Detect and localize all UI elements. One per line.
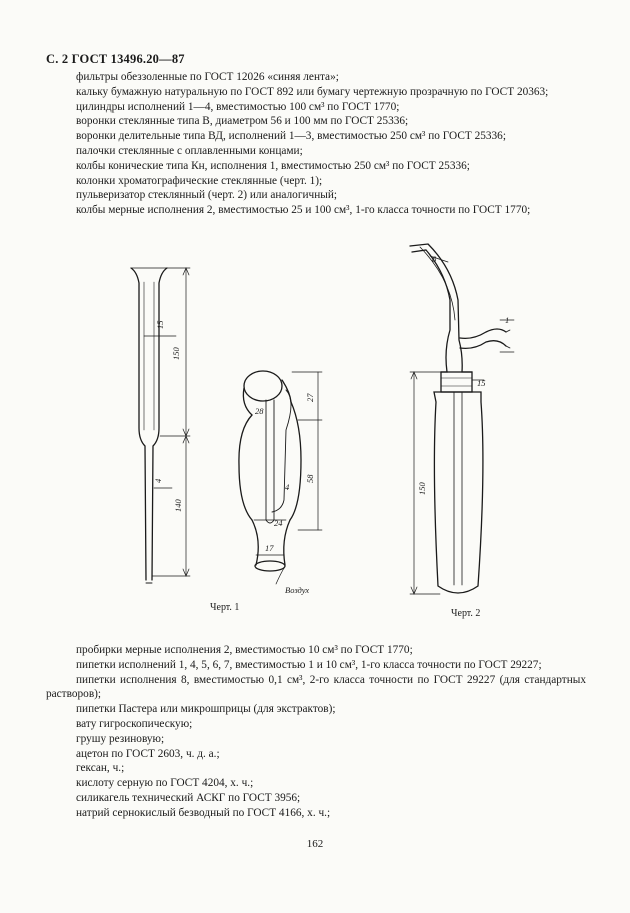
chromatographic-column-drawing: [131, 268, 190, 583]
list-item: кислоту серную по ГОСТ 4204, х. ч.;: [76, 777, 254, 790]
dim-label: 15: [155, 320, 165, 329]
dim-label: 24: [274, 518, 283, 528]
list-item: палочки стеклянные с оплавленными концами;: [76, 144, 303, 157]
dim-label: 4: [153, 478, 163, 483]
air-label: Воздух: [285, 585, 310, 595]
dim-label: 4: [285, 482, 290, 492]
dim-label: 150: [417, 482, 427, 495]
list-item: воронки стеклянные типа В, диаметром 56 и 100 мм по ГОСТ 25336;: [76, 115, 409, 128]
list-item: пипетки Пастера или микрошприцы (для экстрактов);: [76, 703, 336, 716]
figure1-caption: Черт. 1: [210, 602, 240, 613]
dim-label: 150: [171, 347, 181, 360]
dim-label: 28: [255, 406, 264, 416]
list-item: натрий сернокислый безводный по ГОСТ 4166, х. ч.;: [76, 806, 331, 819]
list-item: пипетки исполнений 1, 4, 5, 6, 7, вместимостью 1 и 10 см³, 1-го класса точности по ГОСТ 29227;: [76, 658, 542, 671]
page-number: 162: [306, 838, 324, 850]
sprayer-drawing: [410, 244, 514, 594]
dim-label: 15: [477, 378, 486, 388]
list-item: ацетон по ГОСТ 2603, ч. д. а.;: [76, 747, 220, 760]
dim-label: 140: [173, 499, 183, 512]
list-item: грушу резиновую;: [76, 732, 165, 745]
list-item: гексан, ч.;: [76, 762, 125, 775]
figure2-caption: Черт. 2: [451, 608, 481, 619]
list-item: вату гигроскопическую;: [76, 717, 193, 730]
dim-label: 27: [305, 393, 315, 402]
list-item: силикагель технический АСКГ по ГОСТ 3956;: [76, 791, 301, 804]
list-item: пульверизатор стеклянный (черт. 2) или аналогичный;: [76, 189, 338, 202]
list-item: цилиндры исполнений 1—4, вместимостью 100 см³ по ГОСТ 1770;: [76, 100, 400, 113]
page-header: С. 2 ГОСТ 13496.20—87: [46, 52, 185, 66]
dim-label: 17: [265, 543, 274, 553]
list-item: пробирки мерные исполнения 2, вместимостью 10 см³ по ГОСТ 1770;: [76, 644, 413, 656]
list-item: колбы мерные исполнения 2, вместимостью 25 и 100 см³, 1-го класса точности по ГОСТ 1770;: [76, 204, 531, 217]
list-item: колонки хроматографические стеклянные (черт. 1);: [76, 174, 323, 187]
materials-list-bottom: [46, 643, 586, 821]
list-item: фильтры обеззоленные по ГОСТ 12026 «синяя лента»;: [76, 71, 339, 83]
dim-label: 58: [305, 474, 315, 483]
list-item: пипетки исполнения 8, вместимостью 0,1 см³, 2-го класса точности по ГОСТ 29227 (для стандартных растворов);: [46, 673, 586, 701]
list-item: воронки делительные типа ВД, исполнений 1—3, вместимостью 250 см³ по ГОСТ 25336;: [76, 130, 506, 143]
list-item: кальку бумажную натуральную по ГОСТ 892 или бумагу чертежную прозрачную по ГОСТ 20363;: [76, 85, 549, 98]
dim-label: 1: [505, 315, 510, 325]
list-item: колбы конические типа Кн, исполнения 1, вместимостью 250 см³ по ГОСТ 25336;: [76, 159, 470, 172]
dim-label: 8: [432, 254, 437, 264]
